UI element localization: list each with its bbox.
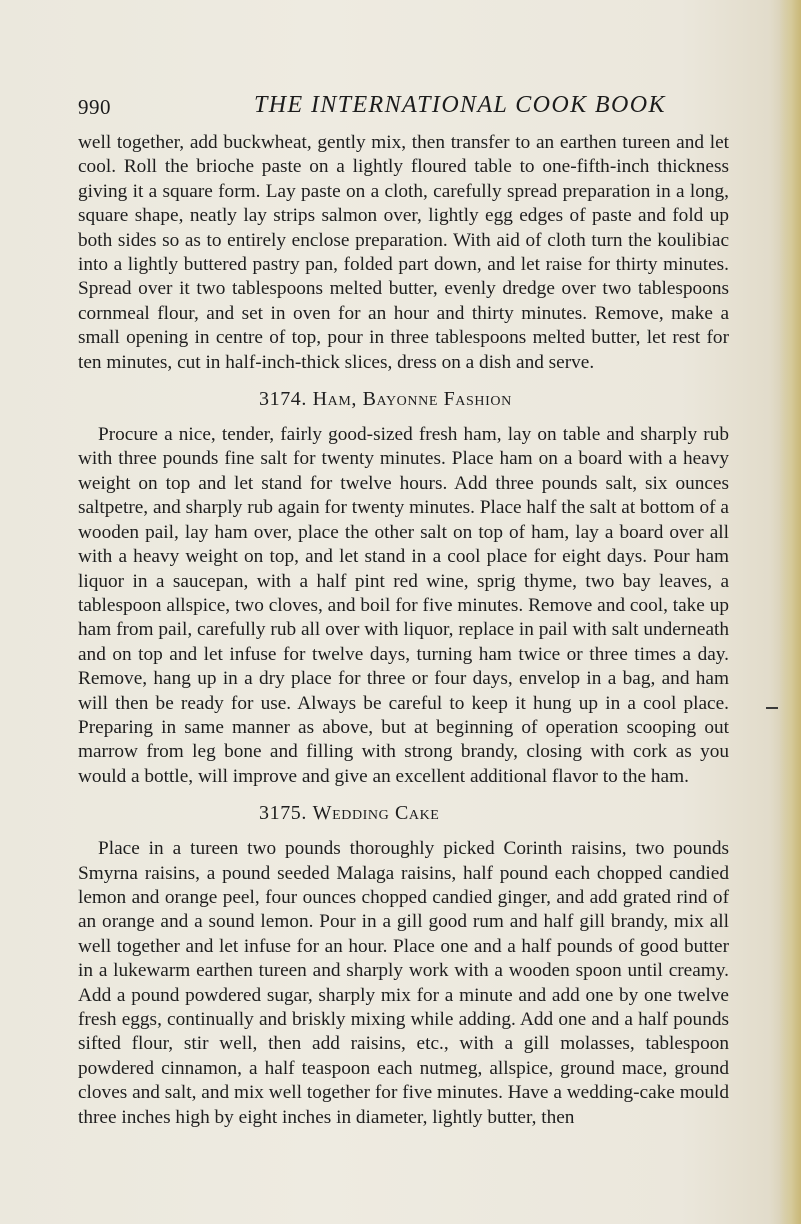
page-header	[78, 92, 728, 122]
page-number: 990	[78, 95, 111, 119]
page-body	[78, 131, 729, 1130]
margin-mark	[766, 707, 778, 709]
page-edge-discoloration	[779, 0, 801, 1224]
recipe-title: Wedding Cake	[312, 802, 440, 825]
recipe-body-3175: Place in a tureen two pounds thoroughly picked Corinth raisins, two pounds Smyrna raisins, a pound seeded Malaga raisins, half pound each chopped candied lemon and orange peel, four ounces chopped candied ginger, and add grated rind of an orange and a sound lemon. Pour in a gill good rum and half gill brandy, mix all well together and let infuse for an hour. Place one and a half pounds of good butter in a lukewarm earthen tureen and sharply work with a wooden spoon until creamy. Add a pound powdered sugar, sharply mix for a minute and add one by one twelve fresh eggs, continually and briskly mixing while adding. Add one and a half pounds sifted flour, stir well, then add raisins, etc., with a gill molasses, tablespoon powdered cinnamon, a half teaspoon each nutmeg, allspice, ground mace, ground cloves and salt, and mix well together for five minutes. Have a wedding-cake mould three inches high by eight inches in diameter, lightly butter, then	[78, 838, 729, 1128]
recipe-title: Ham, Bayonne Fashion	[312, 388, 512, 411]
running-head: THE INTERNATIONAL COOK BOOK	[254, 92, 666, 118]
recipe-number: 3174.	[259, 388, 307, 411]
recipe-body-3174: Procure a nice, tender, fairly good-sized fresh ham, lay on table and sharply rub with three pounds fine salt for twenty minutes. Place ham on a board with a heavy weight on top and let stand for twelve hours. Add three pounds salt, six ounces saltpetre, and sharply rub again for twenty minutes. Place half the salt at bottom of a wooden pail, lay ham over, place the other salt on top of ham, lay a board over all with a heavy weight on top, and let stand in a cool place for eight days. Pour ham liquor in a saucepan, with a half pint red wine, sprig thyme, two bay leaves, a tablespoon allspice, two cloves, and boil for five minutes. Remove and cool, take up ham from pail, carefully rub all over with liquor, replace in pail with salt underneath and on top and let infuse for twelve days, turning ham twice or three times a day. Remove, hang up in a dry place for three or four days, envelop in a bag, and ham will then be ready for use. Always be careful to keep it hung up in a cool place. Preparing in same manner as above, but at beginning of operation scooping out marrow from leg bone and filling with strong brandy, closing with cork as you would a bottle, will improve and give an excellent additional flavor to the ham.	[78, 424, 729, 787]
continued-paragraph: well together, add buckwheat, gently mix, then transfer to an earthen tureen and let cool. Roll the brioche paste on a lightly floured table to one-fifth-inch thickness giving it a square form. Lay paste on a cloth, carefully spread preparation in a long, square shape, neatly lay strips salmon over, lightly egg edges of paste and fold up both sides so as to entirely enclose preparation. With aid of cloth turn the koulibiac into a lightly buttered pastry pan, folded part down, and let raise for thirty minutes. Spread over it two tablespoons melted butter, evenly dredge over two tablespoons cornmeal flour, and set in oven for an hour and thirty minutes. Remove, make a small opening in centre of top, pour in three tablespoons melted butter, let rest for ten minutes, cut in half-inch-thick slices, dress on a dish and serve.	[78, 132, 729, 373]
recipe-heading-3175	[78, 801, 729, 825]
recipe-number: 3175.	[259, 802, 307, 825]
recipe-heading-3174	[78, 387, 729, 411]
